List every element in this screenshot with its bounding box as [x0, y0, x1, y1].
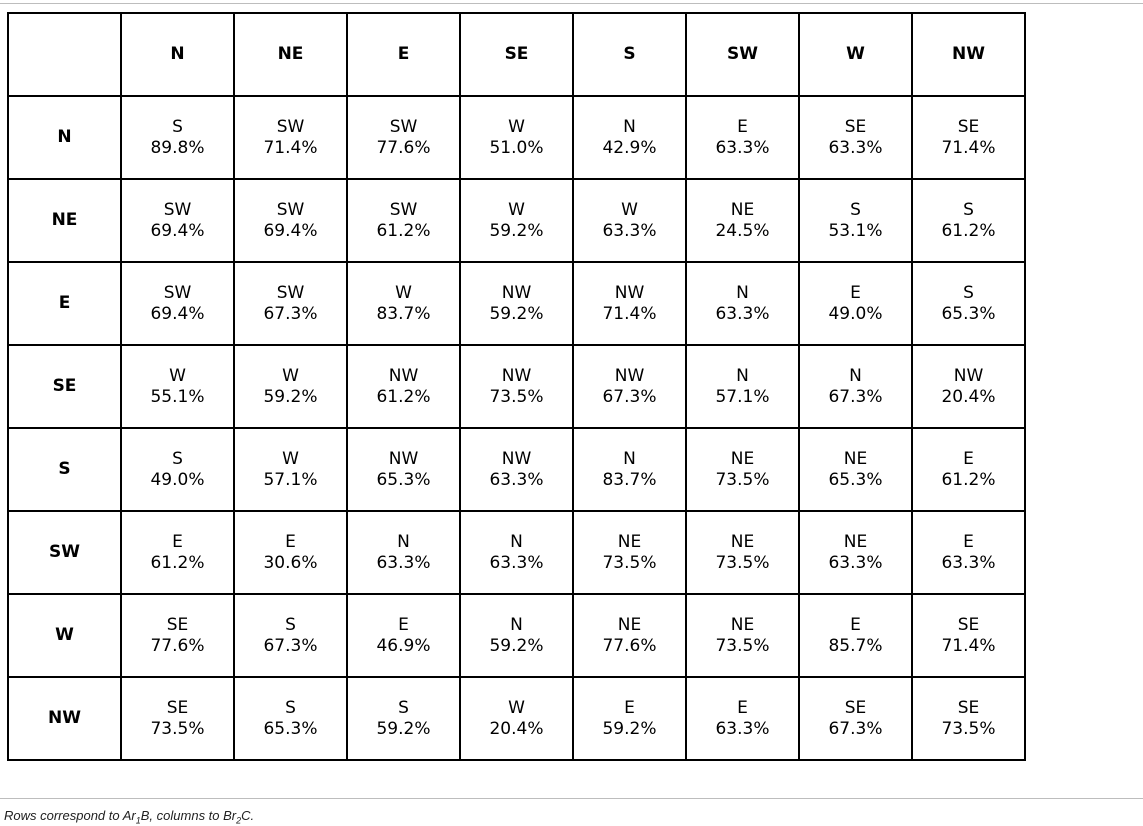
column-header: S [573, 13, 686, 96]
cell-percentage: 61.2% [376, 220, 431, 241]
cell-percentage: 59.2% [489, 303, 544, 324]
cell-direction: E [172, 531, 183, 552]
cell-direction: SW [276, 199, 305, 220]
footnote-subscript-2: 2 [236, 815, 242, 826]
table-cell [686, 677, 799, 760]
table-body [8, 96, 1025, 760]
cell-direction: N [510, 614, 523, 635]
cell-direction: W [282, 365, 299, 386]
table-cell [573, 677, 686, 760]
cell-percentage: 83.7% [602, 469, 657, 490]
cell-direction: SE [166, 697, 189, 718]
table-cell [121, 345, 234, 428]
row-header: NE [8, 179, 121, 262]
cell-direction: E [624, 697, 635, 718]
cell-percentage: 77.6% [150, 635, 205, 656]
cell-direction: SE [166, 614, 189, 635]
cell-percentage: 73.5% [715, 469, 770, 490]
cell-direction: NW [388, 365, 419, 386]
cell-direction: S [398, 697, 409, 718]
table-cell [234, 677, 347, 760]
table-cell [460, 179, 573, 262]
cell-percentage: 57.1% [715, 386, 770, 407]
cell-direction: W [395, 282, 412, 303]
table-row [8, 96, 1025, 179]
cell-percentage: 69.4% [263, 220, 318, 241]
cell-percentage: 85.7% [828, 635, 883, 656]
cell-direction: NW [953, 365, 984, 386]
table-cell [347, 262, 460, 345]
cell-direction: NE [617, 614, 642, 635]
cell-percentage: 49.0% [150, 469, 205, 490]
table-cell [573, 345, 686, 428]
table-cell [347, 594, 460, 677]
table-cell [573, 96, 686, 179]
cell-percentage: 20.4% [489, 718, 544, 739]
table-cell [121, 594, 234, 677]
table-cell [573, 428, 686, 511]
cell-percentage: 71.4% [263, 137, 318, 158]
row-header: S [8, 428, 121, 511]
table-cell [234, 262, 347, 345]
row-header: N [8, 96, 121, 179]
row-header: W [8, 594, 121, 677]
cell-direction: NW [501, 282, 532, 303]
cell-percentage: 89.8% [150, 137, 205, 158]
table-cell [686, 428, 799, 511]
cell-direction: W [282, 448, 299, 469]
cell-direction: NW [614, 365, 645, 386]
cell-direction: W [508, 697, 525, 718]
cell-percentage: 57.1% [263, 469, 318, 490]
cell-direction: N [736, 282, 749, 303]
cell-direction: SE [957, 614, 980, 635]
table-cell [121, 179, 234, 262]
column-header: NW [912, 13, 1025, 96]
cell-percentage: 63.3% [941, 552, 996, 573]
table-cell [912, 511, 1025, 594]
cell-percentage: 65.3% [263, 718, 318, 739]
cell-direction: N [736, 365, 749, 386]
cell-percentage: 63.3% [715, 718, 770, 739]
cell-percentage: 46.9% [376, 635, 431, 656]
cell-percentage: 63.3% [376, 552, 431, 573]
cell-percentage: 63.3% [828, 137, 883, 158]
cell-percentage: 63.3% [489, 469, 544, 490]
top-rule [0, 3, 1143, 4]
table-cell [121, 262, 234, 345]
table-cell [234, 345, 347, 428]
cell-direction: W [508, 116, 525, 137]
cell-percentage: 67.3% [602, 386, 657, 407]
cell-direction: SW [163, 282, 192, 303]
table-cell [234, 594, 347, 677]
table-cell [460, 677, 573, 760]
table-cell [573, 179, 686, 262]
table-cell [799, 345, 912, 428]
cell-direction: S [963, 282, 974, 303]
cell-percentage: 77.6% [376, 137, 431, 158]
cell-percentage: 59.2% [602, 718, 657, 739]
table-cell [573, 511, 686, 594]
cell-direction: SW [389, 199, 418, 220]
cell-percentage: 51.0% [489, 137, 544, 158]
table-footnote [4, 808, 254, 824]
cell-percentage: 65.3% [941, 303, 996, 324]
cell-percentage: 63.3% [489, 552, 544, 573]
table-cell [573, 594, 686, 677]
footnote-prefix: Rows correspond to Ar [4, 808, 136, 823]
cell-percentage: 63.3% [602, 220, 657, 241]
cell-percentage: 71.4% [941, 137, 996, 158]
cell-direction: E [737, 697, 748, 718]
cell-percentage: 61.2% [150, 552, 205, 573]
cell-direction: S [172, 448, 183, 469]
table-cell [912, 677, 1025, 760]
cell-percentage: 42.9% [602, 137, 657, 158]
table-row [8, 511, 1025, 594]
table-cell [912, 345, 1025, 428]
table-cell [347, 96, 460, 179]
cell-direction: SE [957, 116, 980, 137]
table-row [8, 345, 1025, 428]
cell-percentage: 73.5% [941, 718, 996, 739]
cell-direction: SW [389, 116, 418, 137]
cell-direction: W [508, 199, 525, 220]
cell-direction: SE [957, 697, 980, 718]
cell-direction: SW [163, 199, 192, 220]
table-cell [686, 345, 799, 428]
cell-percentage: 71.4% [941, 635, 996, 656]
cell-percentage: 59.2% [263, 386, 318, 407]
column-header: NE [234, 13, 347, 96]
cell-percentage: 69.4% [150, 220, 205, 241]
row-header: SE [8, 345, 121, 428]
table-cell [912, 262, 1025, 345]
cell-percentage: 73.5% [150, 718, 205, 739]
cell-percentage: 53.1% [828, 220, 883, 241]
table-cell [912, 594, 1025, 677]
cell-percentage: 73.5% [715, 635, 770, 656]
cell-direction: NW [501, 448, 532, 469]
cell-percentage: 63.3% [828, 552, 883, 573]
cell-percentage: 73.5% [602, 552, 657, 573]
table-cell [573, 262, 686, 345]
table-cell [912, 428, 1025, 511]
table-cell [460, 96, 573, 179]
column-header: SE [460, 13, 573, 96]
row-header: NW [8, 677, 121, 760]
cell-direction: NE [843, 448, 868, 469]
cell-direction: E [963, 448, 974, 469]
column-header: N [121, 13, 234, 96]
cell-percentage: 67.3% [263, 635, 318, 656]
cell-direction: S [963, 199, 974, 220]
table-cell [347, 428, 460, 511]
cell-direction: NW [388, 448, 419, 469]
cell-direction: E [850, 614, 861, 635]
table-cell [121, 96, 234, 179]
table-cell [686, 179, 799, 262]
cell-percentage: 61.2% [941, 220, 996, 241]
cell-direction: NE [730, 614, 755, 635]
table-cell [234, 96, 347, 179]
cell-percentage: 73.5% [715, 552, 770, 573]
cell-direction: SE [844, 697, 867, 718]
cell-percentage: 67.3% [828, 386, 883, 407]
cell-percentage: 73.5% [489, 386, 544, 407]
header-row [8, 13, 1025, 96]
table-cell [347, 677, 460, 760]
table-cell [799, 677, 912, 760]
table-cell [799, 511, 912, 594]
table-cell [686, 262, 799, 345]
cell-direction: N [849, 365, 862, 386]
cell-direction: E [398, 614, 409, 635]
column-header: W [799, 13, 912, 96]
cell-direction: NW [614, 282, 645, 303]
column-header: E [347, 13, 460, 96]
cell-direction: N [510, 531, 523, 552]
cell-percentage: 30.6% [263, 552, 318, 573]
cell-percentage: 61.2% [941, 469, 996, 490]
cell-direction: N [623, 116, 636, 137]
cell-percentage: 61.2% [376, 386, 431, 407]
table-row [8, 179, 1025, 262]
table-cell [686, 96, 799, 179]
cell-direction: NE [730, 199, 755, 220]
cell-percentage: 59.2% [489, 220, 544, 241]
cell-percentage: 67.3% [263, 303, 318, 324]
cell-percentage: 69.4% [150, 303, 205, 324]
table-cell [347, 345, 460, 428]
table-cell [121, 511, 234, 594]
cell-direction: S [172, 116, 183, 137]
footnote-suffix: C. [241, 808, 255, 823]
table-cell [234, 511, 347, 594]
cell-direction: S [850, 199, 861, 220]
table-cell [121, 677, 234, 760]
cell-direction: NE [843, 531, 868, 552]
table-row [8, 677, 1025, 760]
cell-direction: E [850, 282, 861, 303]
cell-direction: S [285, 697, 296, 718]
results-table [7, 12, 1026, 761]
cell-percentage: 65.3% [376, 469, 431, 490]
table-cell [799, 96, 912, 179]
bottom-rule [0, 798, 1143, 799]
table-row [8, 428, 1025, 511]
cell-direction: E [963, 531, 974, 552]
table-cell [347, 179, 460, 262]
footnote-subscript-1: 1 [135, 815, 141, 826]
table-cell [799, 428, 912, 511]
table-cell [460, 262, 573, 345]
cell-direction: NE [617, 531, 642, 552]
table-row [8, 262, 1025, 345]
table-cell [347, 511, 460, 594]
cell-direction: E [285, 531, 296, 552]
cell-percentage: 59.2% [376, 718, 431, 739]
cell-direction: NE [730, 531, 755, 552]
table-cell [460, 511, 573, 594]
cell-percentage: 63.3% [715, 137, 770, 158]
cell-percentage: 65.3% [828, 469, 883, 490]
cell-percentage: 63.3% [715, 303, 770, 324]
cell-percentage: 77.6% [602, 635, 657, 656]
cell-direction: N [397, 531, 410, 552]
cell-direction: NE [730, 448, 755, 469]
table-cell [799, 262, 912, 345]
table-cell [799, 179, 912, 262]
row-header: SW [8, 511, 121, 594]
cell-direction: W [169, 365, 186, 386]
footnote-middle: B, columns to Br [140, 808, 237, 823]
cell-direction: S [285, 614, 296, 635]
cell-percentage: 55.1% [150, 386, 205, 407]
table-cell [686, 594, 799, 677]
table-cell [460, 345, 573, 428]
table-cell [121, 428, 234, 511]
table-cell [799, 594, 912, 677]
cell-percentage: 67.3% [828, 718, 883, 739]
column-header: SW [686, 13, 799, 96]
cell-percentage: 20.4% [941, 386, 996, 407]
cell-direction: E [737, 116, 748, 137]
cell-percentage: 71.4% [602, 303, 657, 324]
cell-percentage: 49.0% [828, 303, 883, 324]
cell-direction: W [621, 199, 638, 220]
table-cell [912, 179, 1025, 262]
cell-percentage: 83.7% [376, 303, 431, 324]
cell-percentage: 59.2% [489, 635, 544, 656]
cell-direction: NW [501, 365, 532, 386]
table-row [8, 594, 1025, 677]
cell-percentage: 24.5% [715, 220, 770, 241]
cell-direction: SW [276, 116, 305, 137]
table-cell [686, 511, 799, 594]
table-cell [912, 96, 1025, 179]
table-cell [460, 428, 573, 511]
table-cell [234, 179, 347, 262]
cell-direction: N [623, 448, 636, 469]
cell-direction: SE [844, 116, 867, 137]
table-cell [234, 428, 347, 511]
cell-direction: SW [276, 282, 305, 303]
corner-cell [8, 13, 121, 96]
table-cell [460, 594, 573, 677]
row-header: E [8, 262, 121, 345]
